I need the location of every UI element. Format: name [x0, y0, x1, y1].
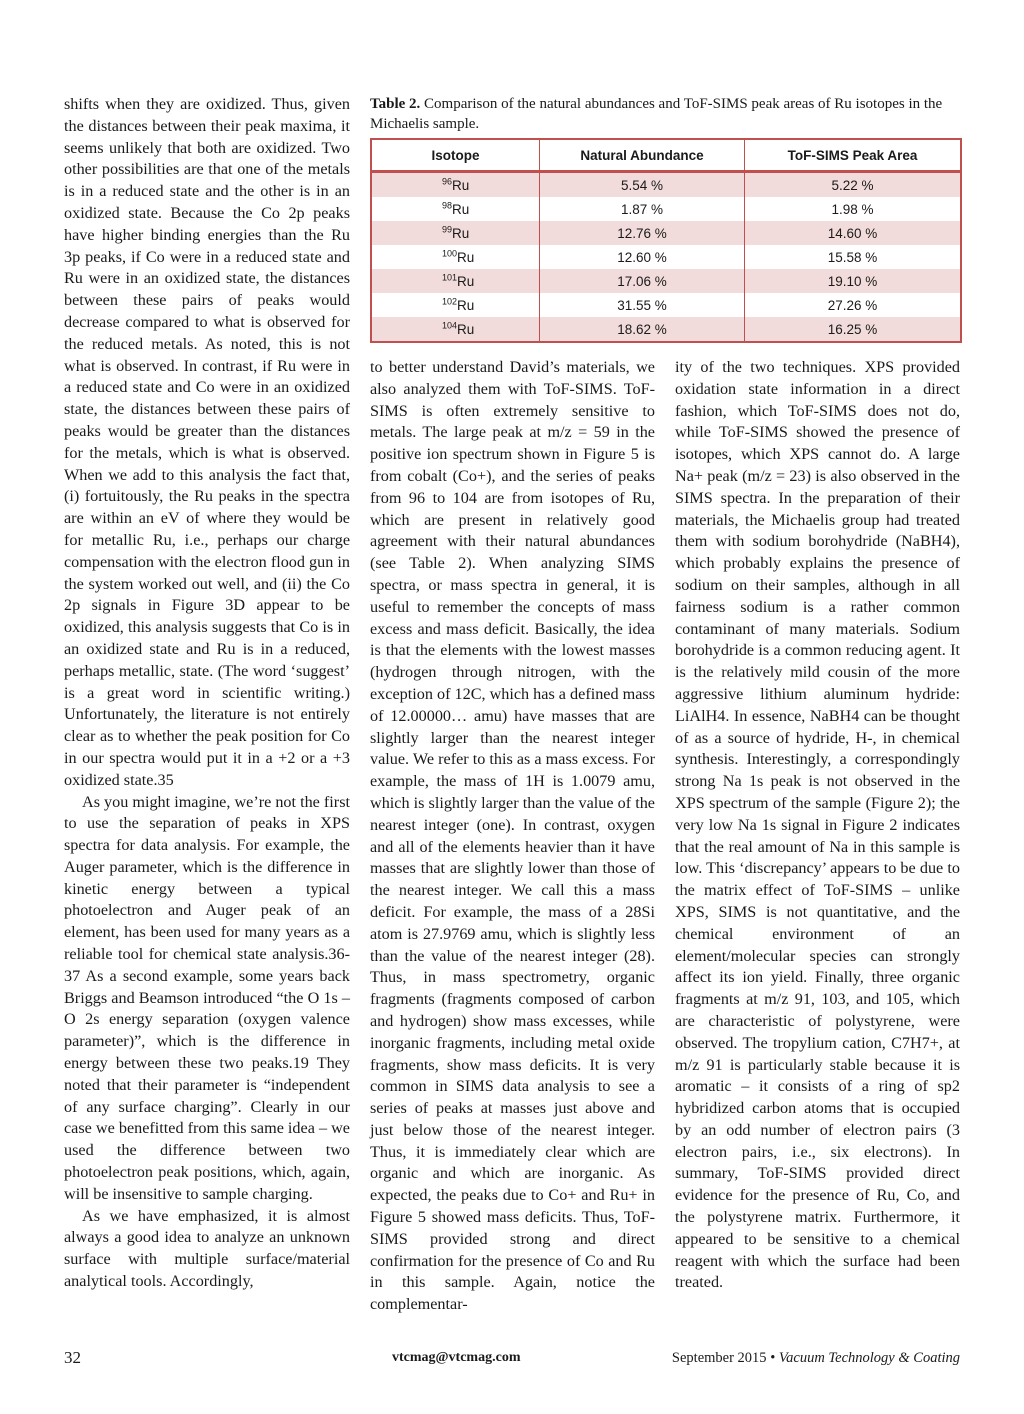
- cell-tof-sims-peak-area: 1.98 %: [745, 197, 961, 221]
- cell-tof-sims-peak-area: 16.25 %: [745, 317, 961, 342]
- header-tof-sims-peak-area: ToF-SIMS Peak Area: [745, 139, 961, 172]
- footer-bullet: •: [770, 1350, 776, 1366]
- table-caption: [370, 94, 962, 134]
- cell-tof-sims-peak-area: 27.26 %: [745, 293, 961, 317]
- table-caption-text: Comparison of the natural abundances and ToF-SIMS peak areas of Ru isotopes in the Michaelis sample.: [370, 96, 943, 132]
- header-natural-abundance: Natural Abundance: [540, 139, 745, 172]
- table-row: [371, 317, 961, 342]
- paragraph: shifts when they are oxidized. Thus, given the distances between their peak maxima, it seems unlikely that both are oxidized. Two other possibilities are that one of the metals is in a reduced state and the other is in an oxidized state. Because the Co 2p peaks have higher binding energies than the Ru 3p peaks, if Co were in a reduced state and Ru were in an oxidized state, the distances between these pairs of peaks would decrease compared to what is observed for the reduced metals. As noted, this is not what is observed. In contrast, if Ru were in a reduced state and Co were in an oxidized state, the distances between these pairs of peaks would be greater than the distances for the metals, which is what is observed. When we add to this analysis the fact that, (i) fortuitously, the Ru peaks in the spectra are within an eV of where they would be for metallic Ru, i.e., perhaps our charge compensation with the electron flood gun in the system worked out well, and (ii) the Co 2p signals in Figure 3D appear to be oxidized, this analysis suggests that Co is in an oxidized state and Ru is in a reduced, perhaps metallic, state. (The word ‘suggest’ is a great word in scientific writing.) Unfortunately, the literature is not entirely clear as to whether the peak position for Co in our spectra would put it in a +2 or a +3 oxidized state.35: [64, 95, 350, 789]
- cell-isotope: $^{102}$Ru: [371, 293, 540, 317]
- cell-isotope: $^{101}$Ru: [371, 269, 540, 293]
- table-row: [371, 245, 961, 269]
- cell-isotope: $^{98}$Ru: [371, 197, 540, 221]
- paragraph: As you might imagine, we’re not the first to use the separation of peaks in XPS spectra for data analysis. For example, the Auger parameter, which is the difference in kinetic energy between a typical photoelectron and Auger peak of an element, has been used for many years as a reliable tool for chemical state analysis.36-37 As a second example, some years back Briggs and Beamson introduced “the O 1s – O 2s energy separation (oxygen valence parameter)”, which is the difference in energy between these two peaks.19 They noted that their parameter is “independent of any surface charging”. Clearly in our case we benefitted from this same idea – we used the difference between two photoelectron peak positions, which, again, will be insensitive to sample charging.: [64, 792, 350, 1203]
- text-column-1: [64, 94, 350, 1293]
- cell-natural-abundance: 31.55 %: [540, 293, 745, 317]
- cell-natural-abundance: 12.60 %: [540, 245, 745, 269]
- cell-isotope: $^{100}$Ru: [371, 245, 540, 269]
- header-isotope: Isotope: [371, 139, 540, 172]
- paragraph: As we have emphasized, it is almost always a good idea to analyze an unknown surface with multiple surface/material analytical tools. Accordingly,: [64, 1206, 350, 1291]
- table-row: [371, 293, 961, 317]
- table-row: [371, 221, 961, 245]
- isotope-table: [370, 138, 962, 343]
- cell-tof-sims-peak-area: 14.60 %: [745, 221, 961, 245]
- paragraph: to better understand David’s materials, we also analyzed them with ToF-SIMS. ToF-SIMS is often extremely sensitive to metals. The large peak at m/z = 59 in the positive ion spectrum shown in Figure 5 is from cobalt (Co+), and the series of peaks from 96 to 104 are from isotopes of Ru, which are present in relatively good agreement with their natural abundances (see Table 2). When analyzing SIMS spectra, or mass spectra in general, it is useful to remember the concepts of mass excess and mass deficit. Basically, the idea is that the elements with the lowest masses (hydrogen through nitrogen, with the exception of 12C, which has a defined mass of 12.00000… amu) have masses that are slightly larger than the nearest integer value. We refer to this as a mass excess. For example, the mass of 1H is 1.0079 amu, which is slightly larger than the value of the nearest integer (one). In contrast, oxygen and all of the elements heavier than it have masses that are slightly lower than those of the nearest integer. We call this a mass deficit. For example, the mass of a 28Si atom is 27.9769 amu, which is slightly less than the value of the nearest integer (28). Thus, in mass spectrometry, organic fragments (fragments composed of carbon and hydrogen) show mass excesses, while inorganic fragments, including metal oxide fragments, show mass deficits. It is very common in SIMS data analysis to see a series of peaks at masses just above and just below those of the nearest integer. Thus, it is immediately clear which are organic and which are inorganic. As expected, the peaks due to Co+ and Ru+ in Figure 5 showed mass deficits. Thus, ToF-SIMS provided strong and direct confirmation for the presence of Co and Ru in this sample. Again, notice the complementar-: [370, 358, 656, 1314]
- cell-natural-abundance: 5.54 %: [540, 172, 745, 198]
- footer-date: September 2015: [671, 1350, 767, 1366]
- cell-natural-abundance: 18.62 %: [540, 317, 745, 342]
- table-header-row: [371, 139, 961, 172]
- table-caption-label: Table 2.: [370, 96, 421, 112]
- footer-email: vtcmag@vtcmag.com: [392, 1350, 521, 1365]
- table-row: [371, 269, 961, 293]
- text-column-2: [370, 357, 655, 1316]
- page-number: 32: [64, 1348, 81, 1367]
- cell-isotope: $^{96}$Ru: [371, 172, 540, 198]
- cell-natural-abundance: 12.76 %: [540, 221, 745, 245]
- cell-tof-sims-peak-area: 5.22 %: [745, 172, 961, 198]
- cell-natural-abundance: 17.06 %: [540, 269, 745, 293]
- cell-tof-sims-peak-area: 19.10 %: [745, 269, 961, 293]
- footer-magazine-name: Vacuum Technology & Coating: [778, 1350, 960, 1366]
- cell-natural-abundance: 1.87 %: [540, 197, 745, 221]
- cell-isotope: $^{99}$Ru: [371, 221, 540, 245]
- cell-tof-sims-peak-area: 15.58 %: [745, 245, 961, 269]
- cell-isotope: $^{104}$Ru: [371, 317, 540, 342]
- paragraph: ity of the two techniques. XPS provided oxidation state information in a direct fashion, which ToF-SIMS does not do, while ToF-SIMS showed the presence of isotopes, which XPS cannot do. A large Na+ peak (m/z = 23) is also observed in the SIMS spectra. In the preparation of their materials, the Michaelis group had treated them with sodium borohydride (NaBH4), which probably explains the presence of sodium on their samples, although in all fairness sodium is a rather common contaminant of many materials. Sodium borohydride is a common reducing agent. It is the relatively mild cousin of the more aggressive lithium aluminum hydride: LiAlH4. In essence, NaBH4 can be thought of as a source of hydride, H-, in chemical synthesis. Interestingly, a correspondingly strong Na 1s peak is not observed in the XPS spectrum of the sample (Figure 2); the very low Na 1s signal in Figure 2 indicates that the real amount of Na in this sample is low. This ‘discrepancy’ appears to be due to the matrix effect of ToF-SIMS – unlike XPS, SIMS is not quantitative, and the chemical environment of an element/molecular species can strongly affect its ion yield. Finally, three organic fragments at m/z 91, 103, and 105, which are characteristic of polystyrene, were observed. The tropylium cation, C7H7+, at m/z 91 is particularly stable because it is aromatic – it consists of a ring of sp2 hybridized carbon atoms that is occupied by an odd number of electron pairs (3 electron pairs, i.e., six electrons). In summary, ToF-SIMS provided direct evidence for the presence of Ru, Co, and the polystyrene matrix. Furthermore, it appeared to be sensitive to a chemical reagent with which the surface had been treated.: [675, 358, 960, 1292]
- footer-magazine: [672, 1350, 960, 1367]
- table-row: [371, 197, 961, 221]
- table-row: [371, 172, 961, 198]
- text-column-3: [675, 357, 960, 1294]
